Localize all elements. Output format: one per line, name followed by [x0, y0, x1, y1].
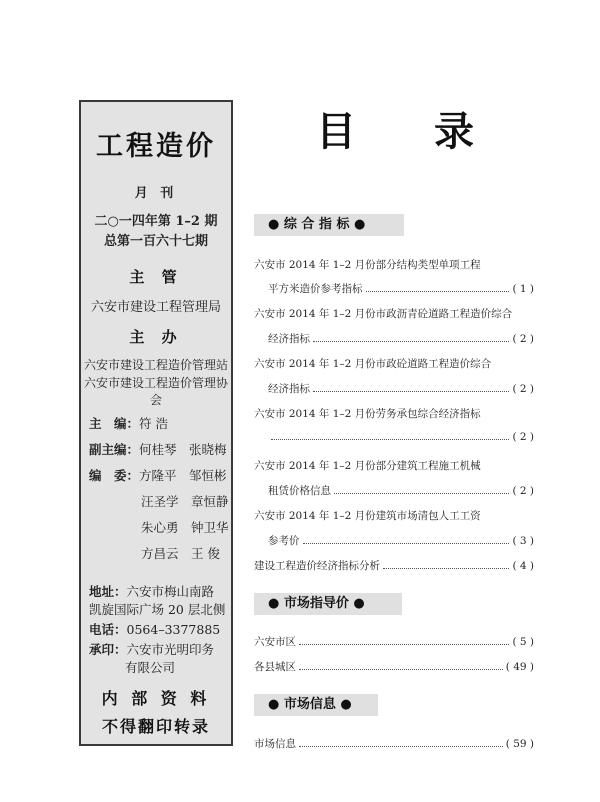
- deputy-editor-row: [89, 440, 227, 458]
- committee-label: 编 委：: [89, 468, 140, 483]
- total-issue: 总第一百六十七期: [103, 234, 208, 249]
- notice-no-copy: 不得翻印转录: [101, 717, 210, 736]
- toc-entry-6-line1[interactable]: 六安市 2014 年 1–2 月份建筑市场清包人工工资: [254, 510, 481, 522]
- toc-entry-2[interactable]: [268, 331, 534, 346]
- toc-page-9: ( 49 ): [505, 661, 534, 673]
- toc-entry-9-label: 各县城区: [254, 661, 296, 673]
- toc-entry-5-line1[interactable]: 六安市 2014 年 1–2 月份部分建筑工程施工机械: [254, 460, 481, 472]
- address-label: 地址：: [89, 584, 127, 599]
- address-2: 凯旋国际广场 20 层北侧: [89, 602, 226, 617]
- sponsor-1: 六安市建设工程造价管理站: [83, 358, 228, 372]
- toc-entry-6[interactable]: [268, 533, 534, 548]
- committee-3: 朱心勇 钟卫华: [141, 520, 229, 535]
- phone-row: [89, 620, 220, 638]
- leader-dots: [334, 493, 509, 494]
- committee-4: 方昌云 王 俊: [141, 546, 220, 561]
- sponsor-2: 六安市建设工程造价管理协会: [83, 376, 228, 407]
- toc-page-8: ( 5 ): [512, 636, 534, 648]
- toc-page-10: ( 59 ): [505, 738, 534, 750]
- leader-dots: [383, 568, 509, 569]
- leader-dots: [313, 341, 509, 342]
- phone: 0564–3377885: [126, 622, 221, 637]
- journal-title: 工程造价: [96, 131, 216, 162]
- notice-internal: 内 部 资 料: [101, 689, 211, 708]
- publication-type: 月 刊: [134, 186, 178, 201]
- toc-page-5: ( 2 ): [512, 485, 534, 497]
- address-1: 六安市梅山南路: [126, 584, 215, 599]
- toc-entry-1-line1[interactable]: 六安市 2014 年 1–2 月份部分结构类型单项工程: [254, 259, 481, 271]
- toc-entry-3-line2: 经济指标: [268, 383, 310, 395]
- chief-editor-row: [89, 414, 168, 432]
- issue-number: 二○一四年第 1–2 期: [94, 214, 218, 229]
- masthead-sidebar: [79, 100, 233, 746]
- toc-page-3: ( 2 ): [512, 383, 534, 395]
- toc-entry-9[interactable]: [254, 659, 534, 674]
- toc-entry-2-line2: 经济指标: [268, 333, 310, 345]
- toc-entry-2-line1[interactable]: 六安市 2014 年 1–2 月份市政沥青砼道路工程造价综合: [254, 308, 513, 320]
- supervisor-heading: 主 管: [129, 268, 183, 286]
- address-row: [89, 582, 214, 600]
- toc-entry-1[interactable]: [268, 281, 534, 296]
- chief-editor: 符 浩: [139, 416, 168, 431]
- toc-page-7: ( 4 ): [512, 560, 534, 572]
- toc-entry-4-line1[interactable]: 六安市 2014 年 1–2 月份劳务承包综合经济指标: [254, 408, 481, 420]
- toc-entry-8-label: 六安市区: [254, 636, 296, 648]
- toc-entry-7[interactable]: [254, 558, 534, 573]
- leader-dots: [313, 391, 509, 392]
- chief-editor-label: 主 编：: [89, 416, 140, 431]
- leader-dots: [303, 543, 510, 544]
- toc-entry-3[interactable]: [268, 381, 534, 396]
- page-title-char-1: 目: [316, 108, 356, 155]
- toc-entry-4[interactable]: [268, 431, 534, 443]
- phone-label: 电话：: [89, 622, 127, 637]
- toc-entry-8[interactable]: [254, 634, 534, 649]
- sponsor-heading: 主 办: [129, 328, 183, 346]
- toc-entry-10-label: 市场信息: [254, 738, 296, 750]
- toc-entry-5[interactable]: [268, 483, 534, 498]
- toc-entry-1-line2: 平方米造价参考指标: [268, 283, 363, 295]
- printer-label: 承印：: [89, 642, 127, 657]
- toc-entry-7-label: 建设工程造价经济指标分析: [254, 560, 380, 572]
- toc-entry-3-line1[interactable]: 六安市 2014 年 1–2 月份市政砼道路工程造价综合: [254, 358, 492, 370]
- deputy-editors: 何桂琴 张晓梅: [139, 442, 227, 457]
- committee-1: 方隆平 邹恒彬: [139, 468, 227, 483]
- committee-row: [89, 466, 227, 484]
- leader-dots: [299, 644, 509, 645]
- section-heading-comprehensive: ● 综 合 指 标 ●: [254, 214, 404, 236]
- toc-page-2: ( 2 ): [512, 333, 534, 345]
- printer-2: 有限公司: [125, 660, 176, 675]
- section-heading-market-info: ● 市场信息 ●: [254, 694, 378, 716]
- leader-dots: [366, 291, 510, 292]
- committee-2: 汪圣学 章恒静: [141, 494, 229, 509]
- toc-entry-5-line2: 租赁价格信息: [268, 485, 331, 497]
- deputy-editor-label: 副主编：: [89, 442, 140, 457]
- leader-dots: [299, 669, 503, 670]
- toc-entry-10[interactable]: [254, 736, 534, 751]
- leader-dots: [299, 746, 503, 747]
- page-title-char-2: 录: [433, 108, 474, 155]
- leader-dots: [271, 439, 509, 440]
- supervisor: 六安市建设工程管理局: [90, 300, 221, 315]
- toc-page-6: ( 3 ): [512, 535, 534, 547]
- toc-page-4: ( 2 ): [512, 431, 534, 443]
- toc-page-1: ( 1 ): [512, 283, 534, 295]
- toc-entry-6-line2: 参考价: [268, 535, 300, 547]
- page-title: [316, 100, 474, 157]
- section-heading-guide-price: ● 市场指导价 ●: [254, 593, 402, 615]
- printer-1: 六安市光明印务: [126, 642, 215, 657]
- printer-row: [89, 640, 214, 658]
